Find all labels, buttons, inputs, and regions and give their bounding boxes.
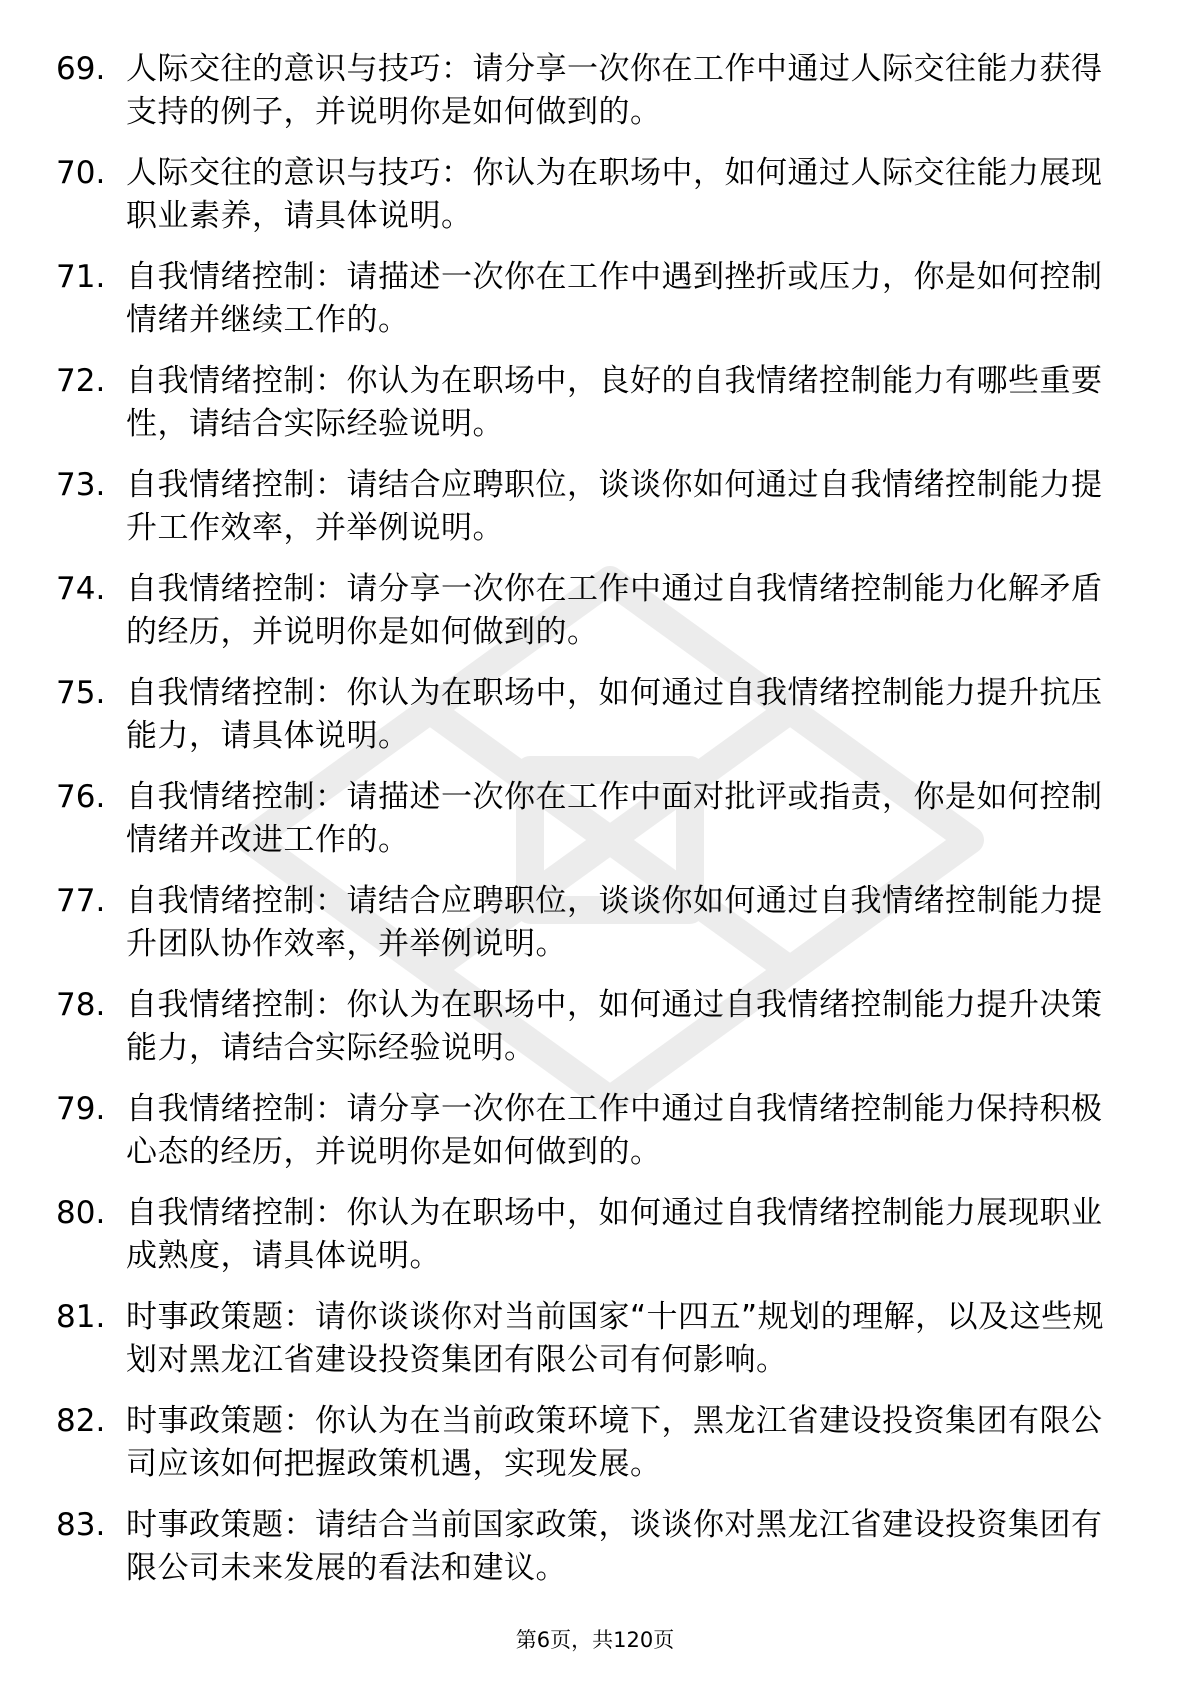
question-number: 75. — [56, 675, 106, 711]
question-text: 自我情绪控制：请结合应聘职位，谈谈你如何通过自我情绪控制能力提升工作效率，并举例说明。 — [126, 467, 1103, 546]
question-text: 时事政策题：你认为在当前政策环境下，黑龙江省建设投资集团有限公司应该如何把握政策机遇，实现发展。 — [126, 1403, 1103, 1482]
question-text: 自我情绪控制：你认为在职场中，如何通过自我情绪控制能力提升决策能力，请结合实际经验说明。 — [126, 987, 1103, 1066]
question-text: 自我情绪控制：你认为在职场中，如何通过自我情绪控制能力展现职业成熟度，请具体说明。 — [126, 1195, 1103, 1274]
question-item — [56, 1192, 1106, 1296]
question-number: 82. — [56, 1403, 106, 1439]
question-number: 78. — [56, 987, 106, 1023]
question-number: 74. — [56, 571, 106, 607]
question-item — [56, 256, 1106, 360]
question-number: 79. — [56, 1091, 106, 1127]
question-item — [56, 776, 1106, 880]
question-item — [56, 1400, 1106, 1504]
question-text: 自我情绪控制：你认为在职场中，良好的自我情绪控制能力有哪些重要性，请结合实际经验说明。 — [126, 363, 1103, 442]
question-text: 自我情绪控制：你认为在职场中，如何通过自我情绪控制能力提升抗压能力，请具体说明。 — [126, 675, 1103, 754]
question-text: 时事政策题：请你谈谈你对当前国家“十四五”规划的理解，以及这些规划对黑龙江省建设投资集团有限公司有何影响。 — [126, 1299, 1105, 1378]
question-item — [56, 48, 1106, 152]
question-item — [56, 464, 1106, 568]
question-item — [56, 1088, 1106, 1192]
question-number: 77. — [56, 883, 106, 919]
question-number: 71. — [56, 259, 106, 295]
question-item — [56, 568, 1106, 672]
question-item — [56, 1296, 1106, 1400]
question-text: 自我情绪控制：请描述一次你在工作中面对批评或指责，你是如何控制情绪并改进工作的。 — [126, 779, 1103, 858]
question-number: 81. — [56, 1299, 106, 1335]
question-text: 自我情绪控制：请结合应聘职位，谈谈你如何通过自我情绪控制能力提升团队协作效率，并举例说明。 — [126, 883, 1103, 962]
question-list — [56, 48, 1106, 1608]
question-text: 人际交往的意识与技巧：你认为在职场中，如何通过人际交往能力展现职业素养，请具体说明。 — [126, 155, 1103, 234]
question-number: 83. — [56, 1507, 106, 1543]
question-item — [56, 360, 1106, 464]
page-number-label: 第6页，共120页 — [515, 1628, 675, 1652]
question-number: 73. — [56, 467, 106, 503]
question-item — [56, 880, 1106, 984]
question-text: 人际交往的意识与技巧：请分享一次你在工作中通过人际交往能力获得支持的例子，并说明你是如何做到的。 — [126, 51, 1103, 130]
question-text: 自我情绪控制：请分享一次你在工作中通过自我情绪控制能力保持积极心态的经历，并说明你是如何做到的。 — [126, 1091, 1103, 1170]
question-text: 时事政策题：请结合当前国家政策，谈谈你对黑龙江省建设投资集团有限公司未来发展的看法和建议。 — [126, 1507, 1103, 1586]
question-number: 69. — [56, 51, 106, 87]
question-item — [56, 672, 1106, 776]
question-number: 72. — [56, 363, 106, 399]
question-item — [56, 1504, 1106, 1608]
page-footer — [0, 1626, 1190, 1654]
question-text: 自我情绪控制：请描述一次你在工作中遇到挫折或压力，你是如何控制情绪并继续工作的。 — [126, 259, 1103, 338]
question-item — [56, 152, 1106, 256]
question-number: 80. — [56, 1195, 106, 1231]
question-text: 自我情绪控制：请分享一次你在工作中通过自我情绪控制能力化解矛盾的经历，并说明你是如何做到的。 — [126, 571, 1103, 650]
question-number: 76. — [56, 779, 106, 815]
question-number: 70. — [56, 155, 106, 191]
question-item — [56, 984, 1106, 1088]
